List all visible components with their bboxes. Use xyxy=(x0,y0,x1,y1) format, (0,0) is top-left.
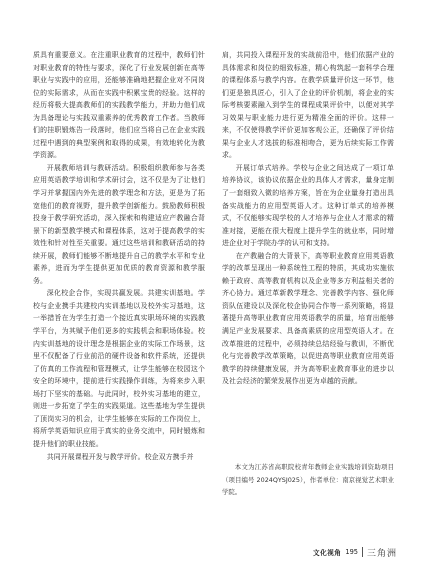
footnote: 本文为江苏省高职院校青年教师企业实践培训资助项目（项目编号 2024QYSJ025），作者单位：南京视觉艺术职业学院。 xyxy=(222,463,394,496)
paragraph: 肩，共同投入课程开发的实战前沿中，他们依据产业的具体需求和岗位的细致标准，精心构筑起一套科学合理的课程体系与教学内容。在教学质量评价这一环节，他们更是独具匠心，引入了企业的评价机制，将企业的实际考核要素融入到学生的课程成果评价中，以便对其学习效果与职业能力进行更为精准全面的评价。这样一来，不仅使得教学评价更加客观公正，还确保了评价结果与企业人才选拔的标准相吻合，更为后续实际工作需求。 xyxy=(222,51,394,160)
paragraph: 开展教师培训与教研活动。积极组织教师参与各类应用英语教学培训和学术研讨会，这不仅是为了让他们学习并掌握国内外先进的教学理念和方法，更是为了拓宽他们的教育视野，提升教学创新能力。鼓励教师积极投身于教学研究活动，深入探索和构建适应产教融合背景下的新型教学模式和课程体系，这对于提高教学的实效性和针对性至关重要。通过这些培训和教研活动的持续开展，教师们能够不断地提升自己的教学水平和专业素养，进而为学生提供更加优质的教育资源和教学服务。 xyxy=(33,163,205,285)
left-column xyxy=(33,49,205,463)
paragraph: 深化校企合作，实现共赢发展。共建实训基地。学校与企业携手共建校内实训基地以及校外实习基地，这一举措旨在为学生打造一个接近真实职场环境的实践教学平台，为其赋予他们更多的实践机会和职场体验。校内实训基地的设计理念是根据企业的实际工作场景，这里不仅配备了行业前沿的硬件设备和软件系统，还提供了仿真的工作流程和管理模式，让学生能够在校园这个安全的环境中，提前进行实践操作训练，为将来步入职场打下坚实的基础。与此同时，校外实习基地的建立，则进一步拓宽了学生的实践渠道。这些基地为学生提供了顶岗实习的机会，让学生能够在实际的工作岗位上，将所学英语知识应用于真实的业务交流中，同时锻炼和提升他们的职业技能。 xyxy=(33,289,205,448)
paragraph: 质具有重要意义。在注重职业教育的过程中，教师们针对职业教育的特性与要求，深化了行业发展创新在高等职业与实践中的应用，还能够准确地把握企业对不同岗位的实际需求，从而在实践中积累宝贵的经验。这样的经历将极大提高教师们的实践教学能力，并助力他们成为具备理论与实践双重素养的优秀教育工作者。当教师们的挂职锻炼告一段落时，他们应当将自己在企业实践过程中遇到的典型案例和取得的成果，有效地转化为教学资源。 xyxy=(33,51,205,160)
right-column xyxy=(222,49,394,388)
footer-divider xyxy=(362,547,363,557)
paragraph: 在产教融合的大背景下，高等职业教育应用英语教学的改革呈现出一种系统性工程的特质，其成功实施依赖于政府、高等教育机构以及企业等多方利益相关者的齐心协力。通过革新教学理念、完善教学内容、强化师资队伍建设以及深化校企协同合作等一系列策略，将显著提升高等职业教育应用英语教学的质量，培育出能够满足产业发展要求、具备高素质的应用型英语人才。在改革推进的过程中，必须持续总结经验与教训，不断优化与完善教学改革策略，以促进高等职业教育应用英语教学的持续健康发展，并为高等职业教育事业的进步以及社会经济的繁荣发展作出更为卓越的贡献。 xyxy=(222,251,394,386)
paragraph: 共同开展课程开发与教学评价。校企双方携手并 xyxy=(46,452,194,461)
page-number: 195 xyxy=(345,548,358,556)
magazine-section-name: 文化视角 xyxy=(313,549,342,557)
page-footer xyxy=(313,546,397,558)
magazine-brand-logo: 三角洲 xyxy=(366,548,397,559)
paragraph: 开展订单式培养。学校与企业之间达成了一项订单培养协议，该协议依据企业的具体人才需求，量身定制了一套细致入微的培养方案，旨在为企业量身打造出具备实战能力的应用型英语人才。这种订单式的培养模式，不仅能够实现学校的人才培养与企业人才需求的精准对接，更能在很大程度上提升学生的就业率，同时增进企业对于学院办学的认可和支持。 xyxy=(222,163,394,248)
